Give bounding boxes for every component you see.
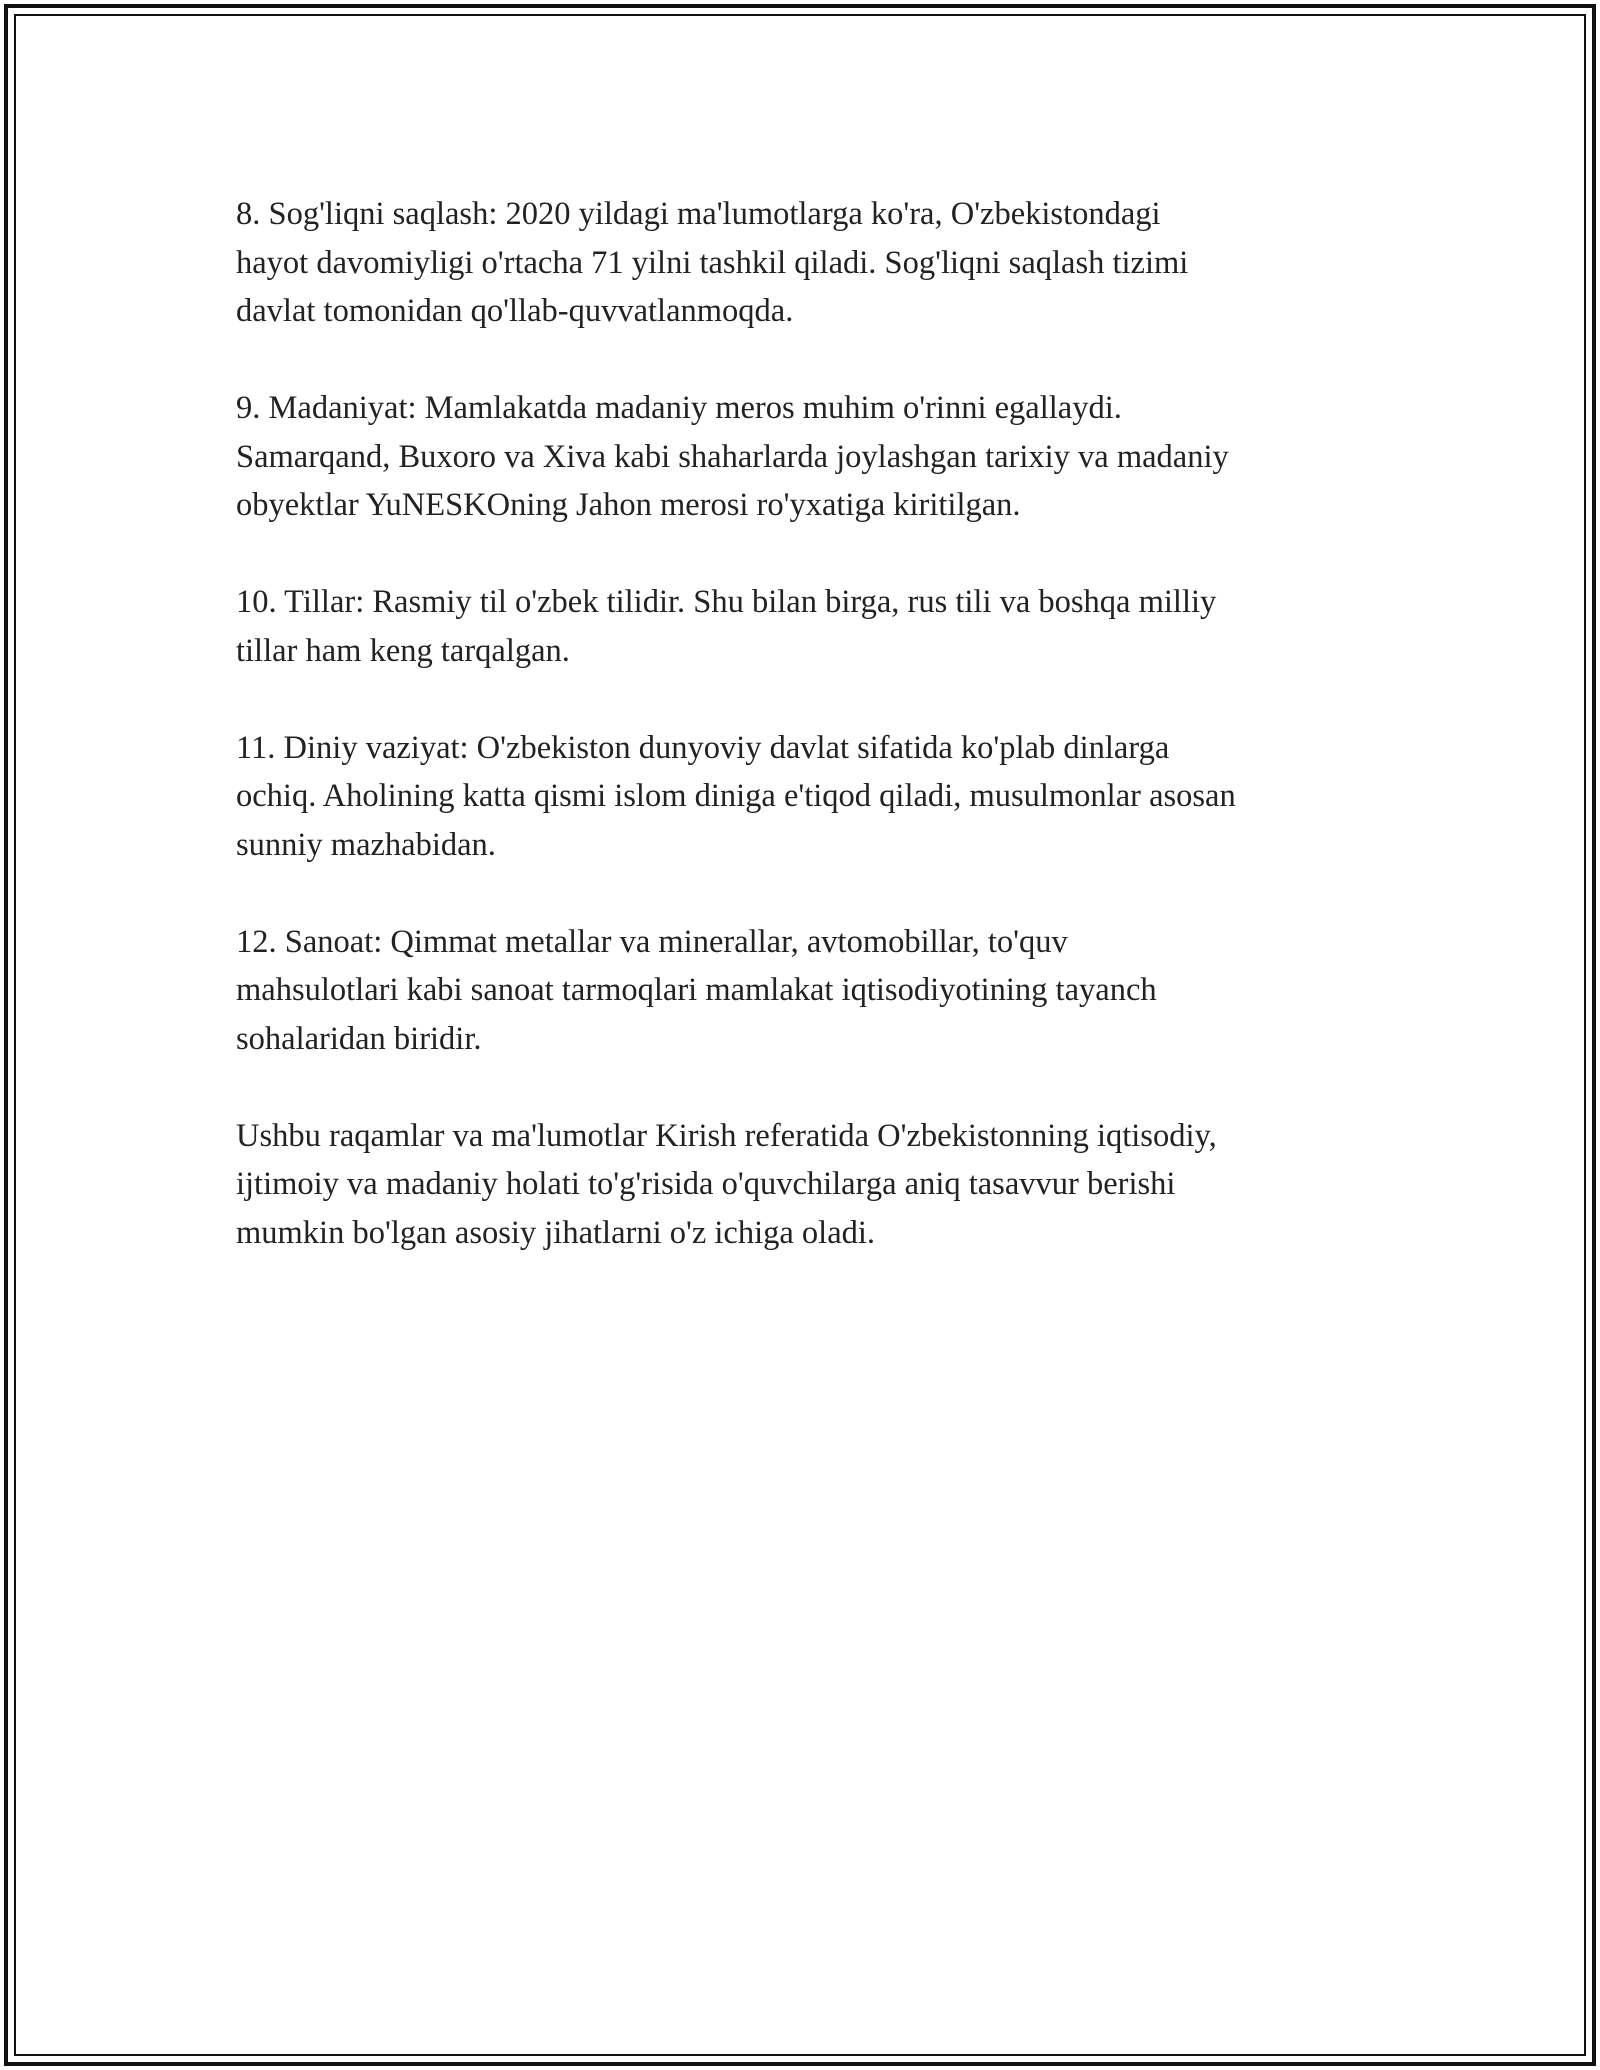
document-body bbox=[236, 190, 1386, 1306]
paragraph-conclusion: Ushbu raqamlar va ma'lumotlar Kirish referatida O'zbekistonning iqtisodiy, ijtimoiy va madaniy holati to'g'risida o'quvchilarga aniq tasavvur berishi mumkin bo'lgan asosiy jihatlarni o'z ichiga oladi. bbox=[236, 1117, 1217, 1251]
paragraph-culture: 9. Madaniyat: Mamlakatda madaniy meros muhim o'rinni egallaydi. Samarqand, Buxoro va Xiva kabi shaharlarda joylashgan tarixiy va madaniy obyektlar YuNESKOning Jahon merosi ro'yxatiga kiritilgan. bbox=[236, 390, 1229, 523]
paragraph-industry: 12. Sanoat: Qimmat metallar va minerallar, avtomobillar, to'quv mahsulotlari kabi sanoat tarmoqlari mamlakat iqtisodiyotining tayanch sohalaridan biridir. bbox=[236, 923, 1157, 1057]
paragraph-religion: 11. Diniy vaziyat: O'zbekiston dunyoviy davlat sifatida ko'plab dinlarga ochiq. Aholining katta qismi islom diniga e'tiqod qiladi, musulmonlar asosan sunniy mazhabidan. bbox=[236, 729, 1236, 863]
paragraph-languages: 10. Tillar: Rasmiy til o'zbek tilidir. Shu bilan birga, rus tili va boshqa milliy tillar ham keng tarqalgan. bbox=[236, 584, 1217, 669]
paragraph-health: 8. Sog'liqni saqlash: 2020 yildagi ma'lumotlarga ko'ra, O'zbekistondagi hayot davomiyligi o'rtacha 71 yilni tashkil qiladi. Sog'liqni saqlash tizimi davlat tomonidan qo'llab-quvvatlanmoqda. bbox=[236, 196, 1189, 329]
